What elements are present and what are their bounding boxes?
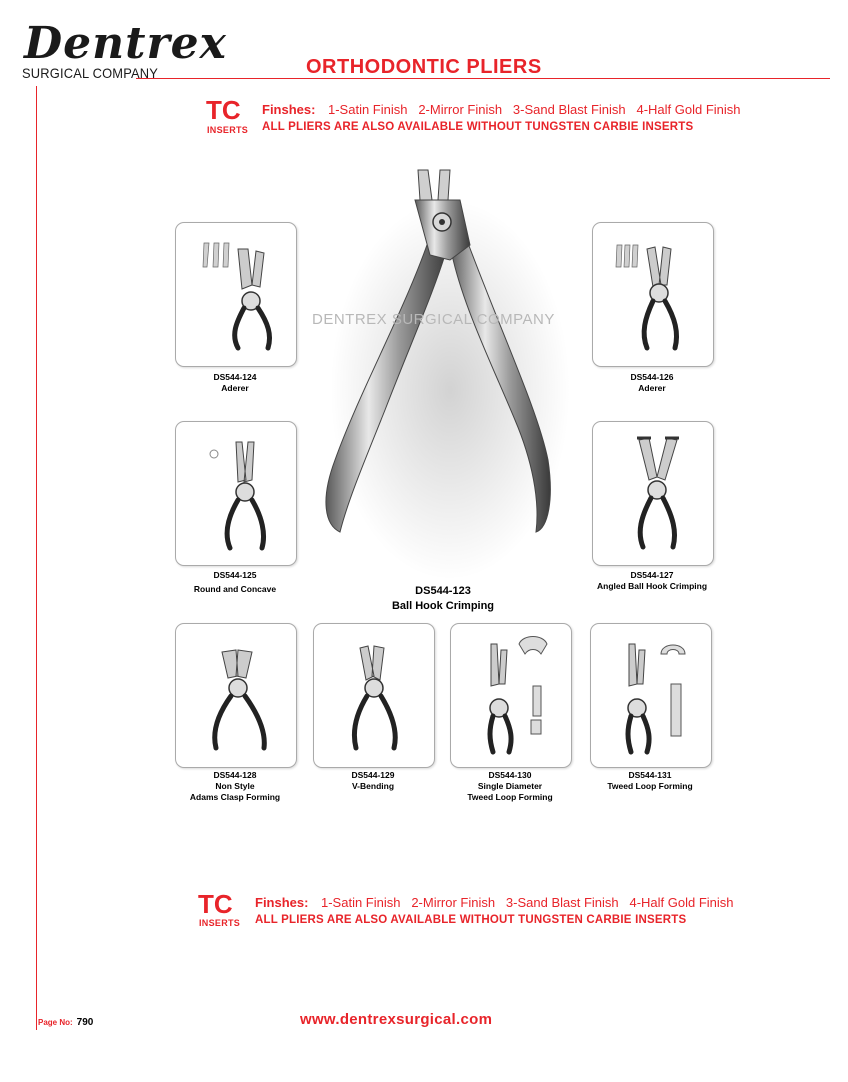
page-number <box>38 1018 93 1028</box>
tc-badge: TC <box>206 95 241 125</box>
brand-subtitle: SURGICAL COMPANY <box>22 65 159 81</box>
product-name: Angled Ball Hook Crimping <box>596 581 708 591</box>
product-caption-ds544-126 <box>592 372 712 394</box>
product-name-line2: Tweed Loop Forming <box>467 792 553 802</box>
product-code: DS544-125 <box>213 570 257 580</box>
product-name-line2: Adams Clasp Forming <box>189 792 281 802</box>
plier-icon <box>593 422 713 565</box>
finishes-options: 1-Satin Finish 2-Mirror Finish 3-Sand Blast Finish 4-Half Gold Finish <box>328 102 741 117</box>
product-caption-ds544-127 <box>576 570 728 592</box>
product-code: DS544-124 <box>213 372 257 382</box>
product-name: V-Bending <box>351 781 395 791</box>
product-code: DS544-128 <box>213 770 257 780</box>
brand-logo: Dentrex <box>24 18 227 69</box>
product-code: DS544-127 <box>630 570 674 580</box>
finishes-options: 1-Satin Finish 2-Mirror Finish 3-Sand Blast Finish 4-Half Gold Finish <box>321 895 734 910</box>
product-card-ds544-125[interactable] <box>175 421 297 566</box>
tc-badge: TC <box>198 889 233 919</box>
inserts-label: INSERTS <box>207 125 249 135</box>
left-red-rule <box>36 86 37 1030</box>
product-caption-ds544-128 <box>165 770 305 803</box>
product-caption-ds544-125 <box>175 570 295 595</box>
page-title: ORTHODONTIC PLIERS <box>306 56 542 78</box>
plier-icon <box>176 422 296 565</box>
main-product-name: Ball Hook Crimping <box>391 600 495 612</box>
plier-icon <box>593 223 713 366</box>
finishes-label: Finshes: <box>262 102 316 117</box>
product-code: DS544-130 <box>488 770 532 780</box>
main-plier-image <box>300 160 590 580</box>
plier-icon <box>314 624 434 767</box>
inserts-label: INSERTS <box>199 918 241 928</box>
product-name: Round and Concave <box>193 584 277 594</box>
product-card-ds544-127[interactable] <box>592 421 714 566</box>
product-name: Tweed Loop Forming <box>607 781 693 791</box>
product-name-line1: Single Diameter <box>477 781 543 791</box>
product-card-ds544-128[interactable] <box>175 623 297 768</box>
product-name-line1: Non Style <box>215 781 255 791</box>
main-product-code: DS544-123 <box>415 585 471 597</box>
product-card-ds544-130[interactable] <box>450 623 572 768</box>
header-red-rule <box>136 78 830 79</box>
product-card-ds544-124[interactable] <box>175 222 297 367</box>
product-name: Aderer <box>638 383 666 393</box>
availability-note: ALL PLIERS ARE ALSO AVAILABLE WITHOUT TUNGSTEN CARBIE INSERTS <box>262 121 694 133</box>
product-name: Aderer <box>221 383 249 393</box>
product-card-ds544-129[interactable] <box>313 623 435 768</box>
website-link[interactable]: www.dentrexsurgical.com <box>300 1011 493 1028</box>
page-number-label: Page No: <box>38 1018 73 1027</box>
product-caption-ds544-129 <box>313 770 433 792</box>
product-caption-ds544-130 <box>440 770 580 803</box>
product-code: DS544-126 <box>630 372 674 382</box>
product-card-ds544-126[interactable] <box>592 222 714 367</box>
plier-icon <box>176 624 296 767</box>
plier-icon <box>176 223 296 366</box>
availability-note: ALL PLIERS ARE ALSO AVAILABLE WITHOUT TUNGSTEN CARBIE INSERTS <box>255 914 687 926</box>
product-code: DS544-131 <box>628 770 672 780</box>
product-code: DS544-129 <box>351 770 395 780</box>
product-caption-ds544-124 <box>175 372 295 394</box>
page-number-value: 790 <box>76 1017 94 1028</box>
plier-icon <box>591 624 711 767</box>
product-caption-ds544-131 <box>580 770 720 792</box>
main-product-caption <box>358 584 528 613</box>
product-card-ds544-131[interactable] <box>590 623 712 768</box>
plier-icon <box>451 624 571 767</box>
finishes-label: Finshes: <box>255 895 309 910</box>
watermark: DENTREX SURGICAL COMPANY <box>312 311 555 328</box>
